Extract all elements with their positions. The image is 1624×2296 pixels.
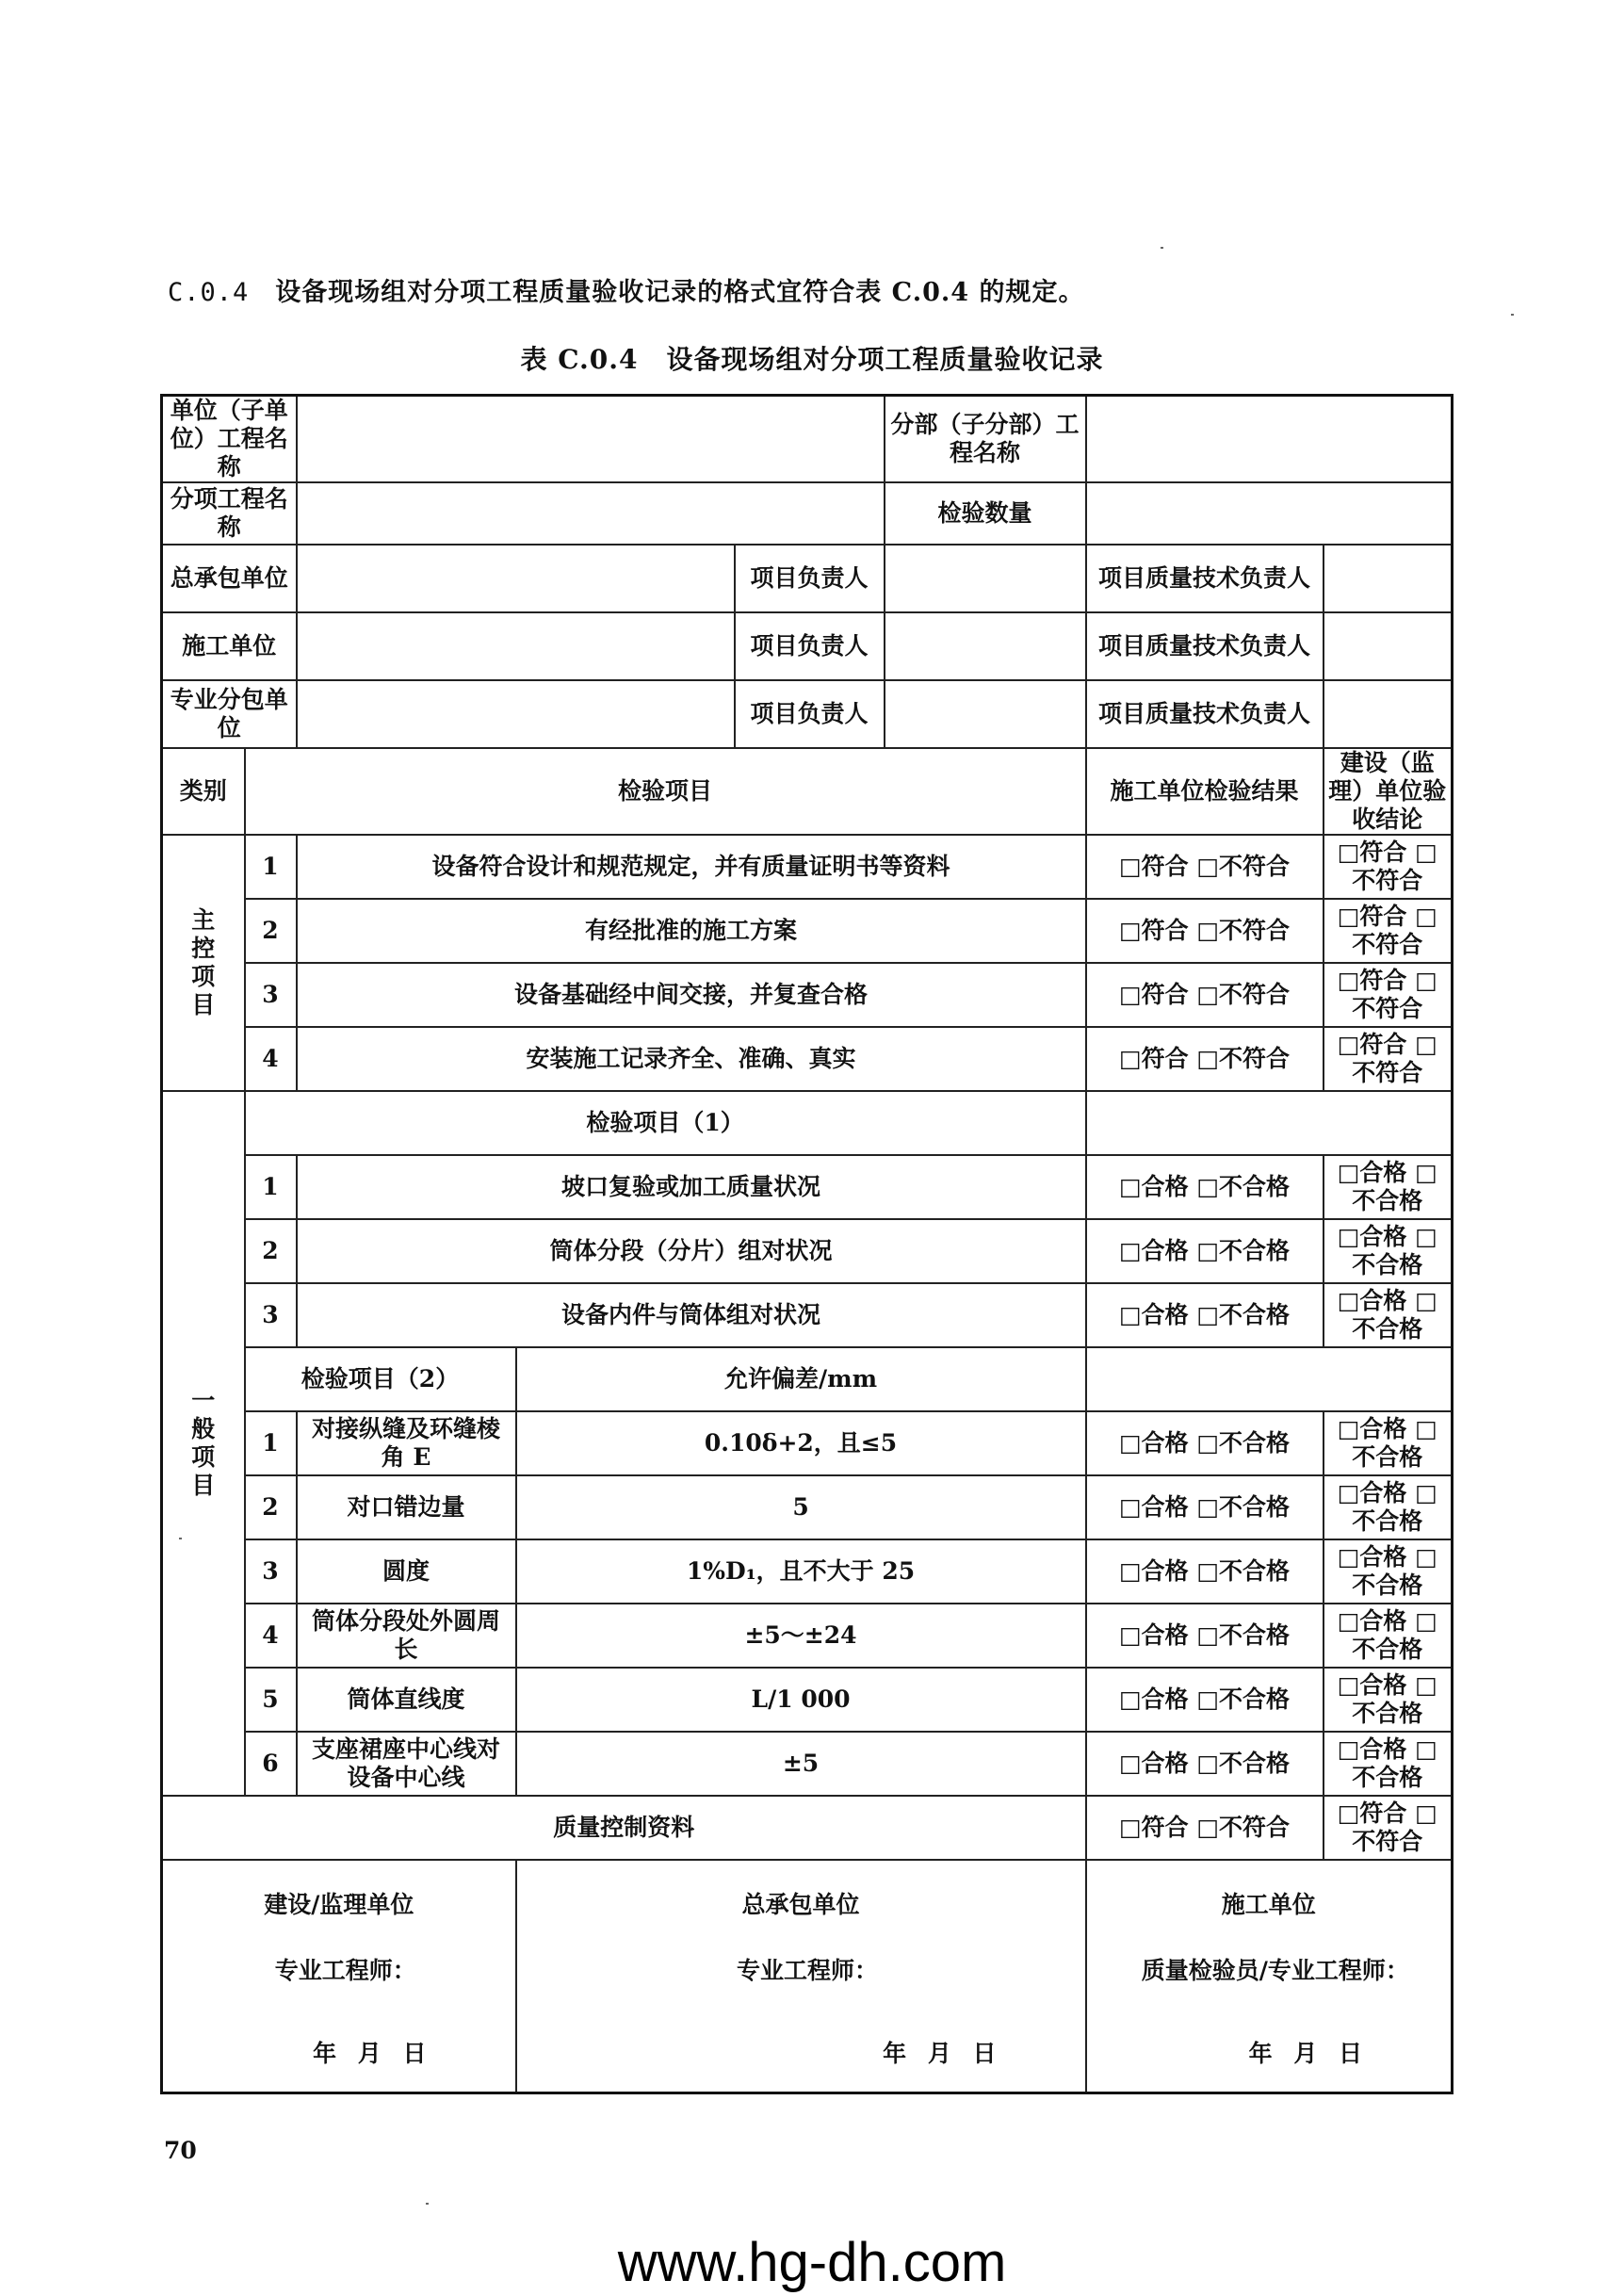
header-row-special-sub xyxy=(162,680,1453,748)
tolerance-title: 允许偏差/mm xyxy=(516,1347,1086,1411)
signature-unit-title: 总承包单位 xyxy=(741,1891,860,1919)
general-group1-header xyxy=(162,1091,1453,1155)
row-number: 4 xyxy=(245,1027,297,1091)
label-item-project: 分项工程名称 xyxy=(162,482,297,545)
signature-construct[interactable] xyxy=(1086,1860,1453,2092)
scan-speck xyxy=(1161,247,1163,249)
row-number: 6 xyxy=(245,1732,297,1796)
construct-pass-check[interactable]: □合格 □不合格 xyxy=(1086,1155,1324,1219)
main-row-1 xyxy=(162,835,1453,899)
label-general-contractor: 总承包单位 xyxy=(162,545,297,612)
tolerance-value: ±5 xyxy=(516,1732,1086,1796)
col-supervisor-result: 建设（监理）单位验收结论 xyxy=(1324,748,1453,835)
construct-conform-check[interactable]: □符合 □不符合 xyxy=(1086,1027,1324,1091)
label-quality-tech: 项目质量技术负责人 xyxy=(1086,612,1324,680)
item-text: 设备内件与筒体组对状况 xyxy=(297,1283,1086,1347)
supervisor-pass-check[interactable]: □合格 □不合格 xyxy=(1324,1411,1453,1475)
signature-date: 年 月 日 xyxy=(313,2040,427,2068)
construct-pass-check[interactable]: □合格 □不合格 xyxy=(1086,1539,1324,1604)
group1-title: 检验项目（1） xyxy=(245,1091,1086,1155)
signature-role: 专业工程师： xyxy=(737,1957,879,1985)
item-text: 筒体直线度 xyxy=(297,1668,516,1732)
acceptance-record-table xyxy=(160,394,1453,2094)
supervisor-pass-check[interactable]: □合格 □不合格 xyxy=(1324,1604,1453,1668)
supervisor-pass-check[interactable]: □合格 □不合格 xyxy=(1324,1539,1453,1604)
quality-docs-row xyxy=(162,1796,1453,1860)
signature-role: 质量检验员/专业工程师： xyxy=(1141,1957,1409,1985)
item-text: 设备符合设计和规范规定，并有质量证明书等资料 xyxy=(297,835,1086,899)
item-text: 坡口复验或加工质量状况 xyxy=(297,1155,1086,1219)
construct-conform-check[interactable]: □符合 □不符合 xyxy=(1086,963,1324,1027)
signature-contractor[interactable] xyxy=(516,1860,1086,2092)
signature-unit-title: 建设/监理单位 xyxy=(264,1891,414,1919)
row-number: 3 xyxy=(245,1539,297,1604)
signature-date: 年 月 日 xyxy=(883,2040,997,2068)
item-text: 筒体分段（分片）组对状况 xyxy=(297,1219,1086,1283)
supervisor-pass-check[interactable]: □合格 □不合格 xyxy=(1324,1219,1453,1283)
table-title: 设备现场组对分项工程质量验收记录 xyxy=(666,344,1104,375)
header-row-item xyxy=(162,482,1453,545)
tolerance-value: 5 xyxy=(516,1475,1086,1539)
label-quality-tech: 项目质量技术负责人 xyxy=(1086,545,1324,612)
value-inspect-qty[interactable] xyxy=(1086,482,1453,545)
supervisor-conform-check[interactable]: □符合 □不符合 xyxy=(1324,963,1453,1027)
header-row-construction-unit xyxy=(162,612,1453,680)
main-row-3 xyxy=(162,963,1453,1027)
item-text: 设备基础经中间交接，并复查合格 xyxy=(297,963,1086,1027)
label-project-manager: 项目负责人 xyxy=(735,545,885,612)
construct-pass-check[interactable]: □合格 □不合格 xyxy=(1086,1732,1324,1796)
value-special-sub[interactable] xyxy=(297,680,735,748)
row-number: 3 xyxy=(245,1283,297,1347)
row-number: 2 xyxy=(245,899,297,963)
signature-role: 专业工程师： xyxy=(274,1957,416,1985)
construct-conform-check[interactable]: □符合 □不符合 xyxy=(1086,899,1324,963)
general-g1-row-3 xyxy=(162,1283,1453,1347)
main-row-2 xyxy=(162,899,1453,963)
construct-conform-check[interactable]: □符合 □不符合 xyxy=(1086,835,1324,899)
supervisor-pass-check[interactable]: □合格 □不合格 xyxy=(1324,1668,1453,1732)
item-text: 筒体分段处外圆周长 xyxy=(297,1604,516,1668)
row-number: 1 xyxy=(245,835,297,899)
signature-unit-title: 施工单位 xyxy=(1221,1891,1316,1919)
signature-row xyxy=(162,1860,1453,2092)
scan-speck xyxy=(426,2203,429,2205)
value-quality-tech[interactable] xyxy=(1324,545,1453,612)
table-number: 表 C.0.4 xyxy=(520,344,639,375)
construct-pass-check[interactable]: □合格 □不合格 xyxy=(1086,1411,1324,1475)
watermark-url: www.hg-dh.com xyxy=(617,2232,1007,2293)
general-g1-row-1 xyxy=(162,1155,1453,1219)
quality-docs-label: 质量控制资料 xyxy=(162,1796,1086,1860)
signature-supervisor[interactable] xyxy=(162,1860,516,2092)
row-number: 2 xyxy=(245,1219,297,1283)
supervisor-pass-check[interactable]: □合格 □不合格 xyxy=(1324,1155,1453,1219)
value-general-contractor[interactable] xyxy=(297,545,735,612)
value-construction-unit[interactable] xyxy=(297,612,735,680)
col-inspect-item: 检验项目 xyxy=(245,748,1086,835)
item-text: 对接纵缝及环缝棱角 E xyxy=(297,1411,516,1475)
label-project-manager: 项目负责人 xyxy=(735,612,885,680)
construct-pass-check[interactable]: □合格 □不合格 xyxy=(1086,1219,1324,1283)
supervisor-conform-check[interactable]: □符合 □不符合 xyxy=(1324,1027,1453,1091)
construct-pass-check[interactable]: □合格 □不合格 xyxy=(1086,1475,1324,1539)
col-construct-result: 施工单位检验结果 xyxy=(1086,748,1324,835)
general-g2-row-1 xyxy=(162,1411,1453,1475)
general-g2-row-3 xyxy=(162,1539,1453,1604)
label-quality-tech: 项目质量技术负责人 xyxy=(1086,680,1324,748)
label-sub-project: 分部（子分部）工程名称 xyxy=(885,396,1086,483)
row-number: 1 xyxy=(245,1411,297,1475)
main-control-label: 主 控 项 目 xyxy=(162,835,245,1091)
item-text: 支座裙座中心线对设备中心线 xyxy=(297,1732,516,1796)
value-quality-tech[interactable] xyxy=(1324,612,1453,680)
construct-pass-check[interactable]: □合格 □不合格 xyxy=(1086,1668,1324,1732)
signature-date: 年 月 日 xyxy=(1248,2040,1363,2068)
header-row-general-contractor xyxy=(162,545,1453,612)
general-g1-row-2 xyxy=(162,1219,1453,1283)
row-number: 3 xyxy=(245,963,297,1027)
scan-speck xyxy=(1511,314,1514,316)
general-g2-row-2 xyxy=(162,1475,1453,1539)
item-text: 对口错边量 xyxy=(297,1475,516,1539)
tolerance-value: 0.10δ+2，且≤5 xyxy=(516,1411,1086,1475)
group2-title: 检验项目（2） xyxy=(245,1347,516,1411)
intro-text: 设备现场组对分项工程质量验收记录的格式宜符合表 C.0.4 的规定。 xyxy=(275,278,1085,307)
value-sub-project[interactable] xyxy=(1086,396,1453,483)
supervisor-conform-check[interactable]: □符合 □不符合 xyxy=(1324,1796,1453,1860)
clause-number: C.0.4 xyxy=(168,278,250,307)
label-inspect-qty: 检验数量 xyxy=(885,482,1086,545)
value-project-manager[interactable] xyxy=(885,545,1086,612)
label-project-manager: 项目负责人 xyxy=(735,680,885,748)
supervisor-conform-check[interactable]: □符合 □不符合 xyxy=(1324,835,1453,899)
value-quality-tech[interactable] xyxy=(1324,680,1453,748)
construct-pass-check[interactable]: □合格 □不合格 xyxy=(1086,1604,1324,1668)
supervisor-pass-check[interactable]: □合格 □不合格 xyxy=(1324,1732,1453,1796)
construct-pass-check[interactable]: □合格 □不合格 xyxy=(1086,1283,1324,1347)
general-g2-row-6 xyxy=(162,1732,1453,1796)
supervisor-pass-check[interactable]: □合格 □不合格 xyxy=(1324,1283,1453,1347)
header-row-project xyxy=(162,396,1453,483)
item-text: 安装施工记录齐全、准确、真实 xyxy=(297,1027,1086,1091)
intro-sentence xyxy=(168,271,1084,308)
page-number: 70 xyxy=(164,2137,197,2164)
label-construction-unit: 施工单位 xyxy=(162,612,297,680)
tolerance-value: 1%D₁，且不大于 25 xyxy=(516,1539,1086,1604)
general-group2-header xyxy=(162,1347,1453,1411)
row-number: 4 xyxy=(245,1604,297,1668)
item-text: 圆度 xyxy=(297,1539,516,1604)
general-items-label: 一 般 项 目 xyxy=(162,1091,245,1796)
value-project-manager[interactable] xyxy=(885,612,1086,680)
table-caption xyxy=(0,339,1624,377)
group1-empty xyxy=(1086,1091,1453,1155)
supervisor-pass-check[interactable]: □合格 □不合格 xyxy=(1324,1475,1453,1539)
column-header-row xyxy=(162,748,1453,835)
value-project-manager[interactable] xyxy=(885,680,1086,748)
general-g2-row-4 xyxy=(162,1604,1453,1668)
tolerance-value: ±5～±24 xyxy=(516,1604,1086,1668)
value-unit-project[interactable] xyxy=(297,396,885,483)
construct-conform-check[interactable]: □符合 □不符合 xyxy=(1086,1796,1324,1860)
tolerance-value: L/1 000 xyxy=(516,1668,1086,1732)
label-special-sub: 专业分包单位 xyxy=(162,680,297,748)
label-unit-project: 单位（子单位）工程名称 xyxy=(162,396,297,483)
supervisor-conform-check[interactable]: □符合 □不符合 xyxy=(1324,899,1453,963)
row-number: 1 xyxy=(245,1155,297,1219)
general-g2-row-5 xyxy=(162,1668,1453,1732)
value-item-project[interactable] xyxy=(297,482,885,545)
row-number: 5 xyxy=(245,1668,297,1732)
group2-empty xyxy=(1086,1347,1453,1411)
col-category: 类别 xyxy=(162,748,245,835)
row-number: 2 xyxy=(245,1475,297,1539)
main-row-4 xyxy=(162,1027,1453,1091)
scan-speck xyxy=(179,1538,182,1539)
item-text: 有经批准的施工方案 xyxy=(297,899,1086,963)
